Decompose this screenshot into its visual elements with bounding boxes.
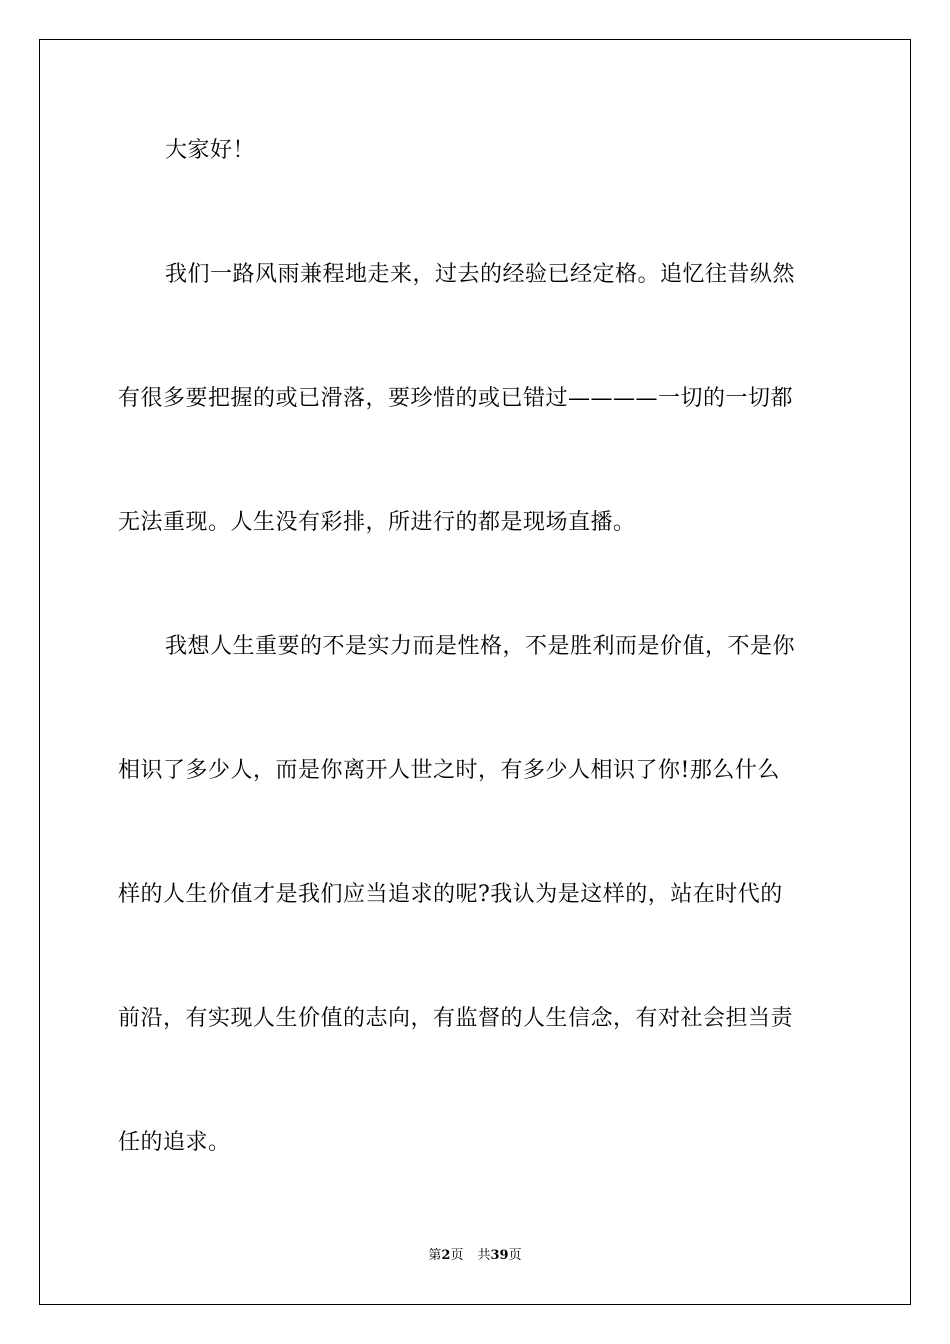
paragraph-1-line-1: 我们一路风雨兼程地走来，过去的经验已经定格。追忆往昔纵然 [165, 262, 796, 287]
paragraph-2-line-2: 相识了多少人，而是你离开人世之时，有多少人相识了你!那么什么 [118, 758, 780, 783]
total-suffix: 页 [508, 1248, 522, 1263]
paragraph-2-line-4: 前沿，有实现人生价值的志向，有监督的人生信念，有对社会担当责 [118, 1006, 794, 1031]
total-pages: 39 [490, 1248, 509, 1263]
page-frame [39, 39, 911, 1305]
total-prefix: 共 [477, 1248, 491, 1263]
page-suffix: 页 [450, 1248, 464, 1263]
paragraph-2-line-3: 样的人生价值才是我们应当追求的呢?我认为是这样的，站在时代的 [118, 882, 783, 907]
page-prefix: 第 [428, 1248, 442, 1263]
greeting-line: 大家好！ [165, 138, 256, 163]
paragraph-1-line-3: 无法重现。人生没有彩排，所进行的都是现场直播。 [118, 510, 636, 535]
paragraph-2-line-5: 任的追求。 [118, 1130, 231, 1155]
paragraph-1-line-2: 有很多要把握的或已滑落，要珍惜的或已错过————一切的一切都 [118, 386, 794, 411]
paragraph-2-line-1: 我想人生重要的不是实力而是性格，不是胜利而是价值，不是你 [165, 634, 796, 659]
page-footer [0, 1247, 950, 1265]
page-number: 2 [441, 1248, 451, 1263]
